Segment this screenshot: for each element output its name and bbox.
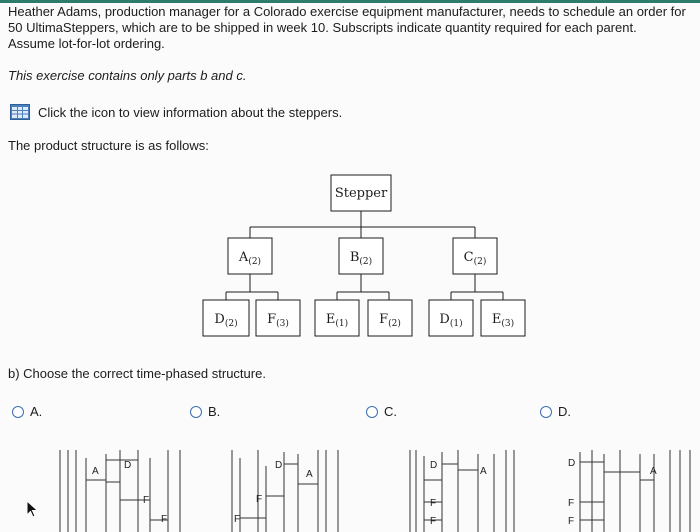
thumb-a-label-1: A — [92, 466, 99, 477]
question-text: b) Choose the correct time-phased structure. — [8, 366, 266, 381]
problem-line-1: Heather Adams, production manager for a Colorado exercise equipment manufacturer, needs to schedule an order for — [8, 4, 686, 19]
problem-line-2: 50 UltimaSteppers, which are to be shipped in week 10. Subscripts indicate quantity required for each parent. — [8, 20, 637, 35]
option-a-label[interactable]: A. — [30, 404, 43, 419]
thumb-b-label-4: F — [234, 514, 241, 525]
product-structure-tree — [0, 150, 700, 360]
option-b[interactable] — [190, 404, 220, 419]
node-b: B(2) — [349, 250, 373, 267]
thumb-a-label-3: F — [143, 495, 150, 506]
thumbnail-d[interactable] — [580, 450, 690, 532]
top-accent-bar — [0, 0, 700, 3]
thumb-b-label-2: A — [306, 469, 313, 480]
problem-statement — [8, 4, 698, 52]
thumb-b-label-1: D — [275, 460, 283, 471]
exercise-note: This exercise contains only parts b and c. — [8, 68, 247, 83]
node-c: C(2) — [463, 250, 487, 267]
node-stepper: Stepper — [334, 186, 388, 201]
node-f-under-a: F(3) — [267, 312, 289, 329]
option-c-label[interactable]: C. — [384, 404, 397, 419]
thumb-d-label-3: F — [568, 498, 575, 509]
radio-option-a[interactable] — [12, 406, 24, 418]
option-d[interactable] — [540, 404, 571, 419]
thumb-a-label-2: D — [124, 460, 132, 471]
thumb-c-label-3: F — [430, 498, 437, 509]
node-a: A(2) — [238, 250, 262, 267]
radio-option-b[interactable] — [190, 406, 202, 418]
info-link-text[interactable]: Click the icon to view information about the steppers. — [38, 104, 343, 120]
option-a[interactable] — [12, 404, 42, 419]
node-e-under-c: E(3) — [491, 312, 515, 329]
thumbnail-c[interactable] — [410, 450, 514, 532]
thumb-d-label-1: D — [568, 458, 576, 469]
option-c[interactable] — [366, 404, 397, 419]
grid-table-icon[interactable] — [10, 104, 30, 120]
thumb-c-label-1: D — [430, 460, 438, 471]
option-d-label[interactable]: D. — [558, 404, 571, 419]
radio-option-c[interactable] — [366, 406, 378, 418]
node-f-under-b: F(2) — [379, 312, 401, 329]
radio-option-d[interactable] — [540, 406, 552, 418]
thumb-c-label-4: F — [430, 516, 437, 527]
info-link-row[interactable] — [10, 104, 342, 120]
thumb-c-label-2: A — [480, 466, 487, 477]
thumb-a-label-4: F — [161, 514, 168, 525]
node-d-under-a: D(2) — [214, 312, 238, 329]
problem-line-3: Assume lot-for-lot ordering. — [8, 36, 165, 51]
thumb-b-label-3: F — [256, 494, 263, 505]
node-e-under-b: E(1) — [325, 312, 349, 329]
thumbnail-b[interactable] — [232, 450, 338, 532]
thumb-d-label-2: A — [650, 466, 657, 477]
thumb-d-label-4: F — [568, 516, 575, 527]
option-b-label[interactable]: B. — [208, 404, 221, 419]
node-d-under-c: D(1) — [439, 312, 463, 329]
structure-label: The product structure is as follows: — [8, 138, 209, 153]
time-phased-thumbnails — [0, 440, 700, 532]
mouse-cursor-icon — [26, 500, 40, 518]
